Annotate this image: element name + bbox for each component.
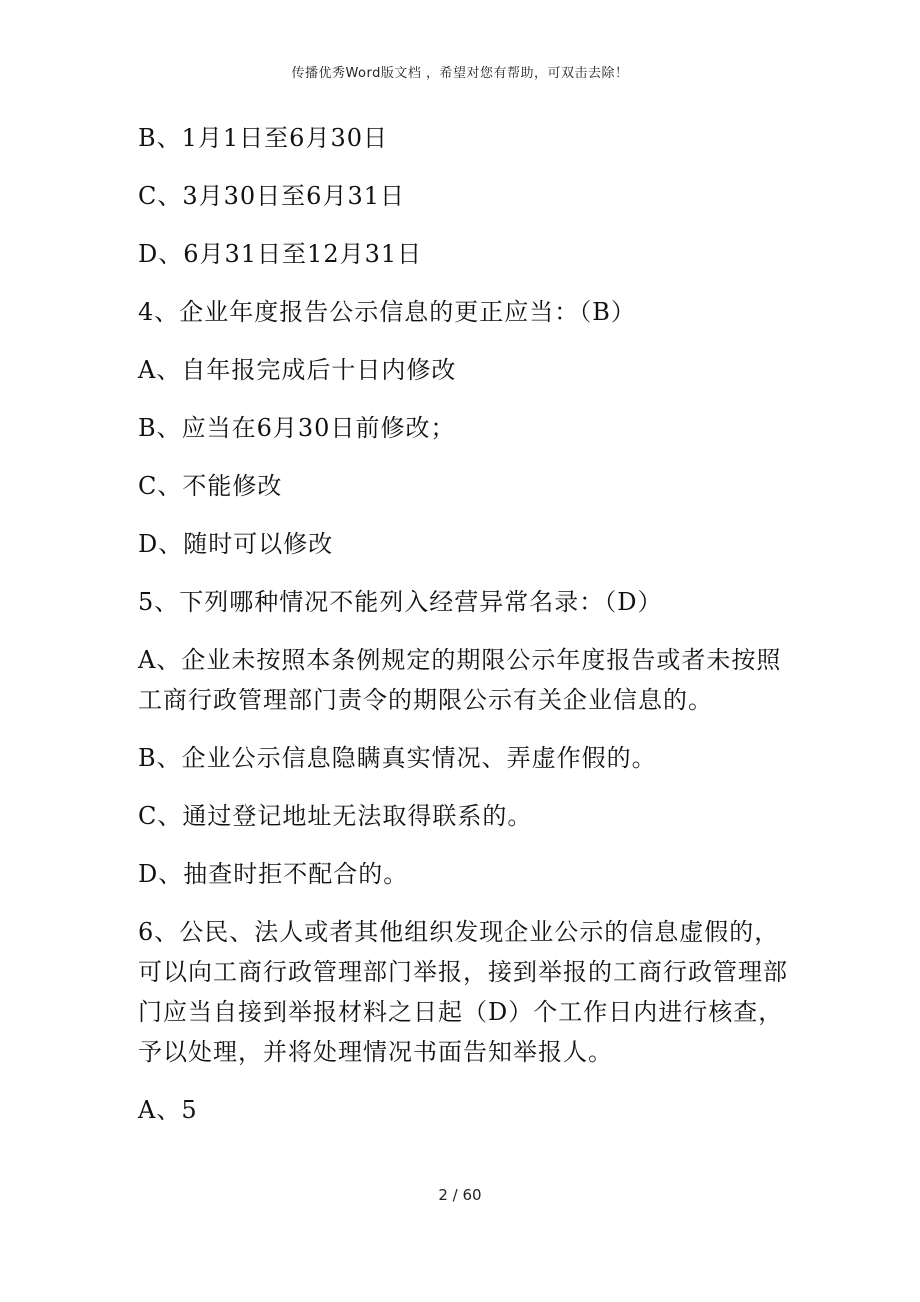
document-body — [138, 118, 788, 1148]
page-header: 传播优秀Word版文档 ，希望对您有帮助，可双击去除！ — [291, 66, 629, 81]
q5-option-b — [138, 738, 788, 778]
q5-option-d — [138, 854, 788, 894]
text-line: B、1月1日至6月30日 — [138, 124, 388, 152]
text-line: 可以向工商行政管理部门举报，接到举报的工商行政管理部 — [138, 958, 788, 986]
question-4 — [138, 292, 788, 332]
option-c-dates — [138, 176, 788, 216]
text-line: B、企业公示信息隐瞒真实情况、弄虚作假的。 — [138, 744, 657, 772]
question-6 — [138, 912, 788, 1072]
question-5 — [138, 582, 788, 622]
text-line: D、抽查时拒不配合的。 — [138, 860, 409, 888]
text-line: 6、公民、法人或者其他组织发现企业公示的信息虚假的， — [138, 918, 780, 946]
text-line: A、5 — [138, 1096, 198, 1124]
option-d-dates — [138, 234, 788, 274]
text-line: D、随时可以修改 — [138, 530, 334, 558]
text-line: 予以处理，并将处理情况书面告知举报人。 — [138, 1038, 613, 1066]
page-number: 2 / 60 — [438, 1186, 482, 1204]
text-line: C、通过登记地址无法取得联系的。 — [138, 802, 533, 830]
q4-option-d — [138, 524, 788, 564]
q5-option-c — [138, 796, 788, 836]
text-line: 门应当自接到举报材料之日起（D）个工作日内进行核查， — [138, 998, 784, 1026]
q5-option-a — [138, 640, 788, 720]
q6-option-a — [138, 1090, 788, 1130]
text-line: 5、下列哪种情况不能列入经营异常名录：（D） — [138, 588, 663, 616]
text-line: C、3月30日至6月31日 — [138, 182, 405, 210]
option-b-dates — [138, 118, 788, 158]
q4-option-a — [138, 350, 788, 390]
text-line: D、6月31日至12月31日 — [138, 240, 423, 268]
text-line: A、企业未按照本条例规定的期限公示年度报告或者未按照 — [138, 646, 782, 674]
text-line: 工商行政管理部门责令的期限公示有关企业信息的。 — [138, 686, 713, 714]
q4-option-b — [138, 408, 788, 448]
text-line: B、应当在6月30日前修改； — [138, 414, 456, 442]
text-line: A、自年报完成后十日内修改 — [138, 356, 457, 384]
text-line: C、不能修改 — [138, 472, 283, 500]
q4-option-c — [138, 466, 788, 506]
text-line: 4、企业年度报告公示信息的更正应当：（B） — [138, 298, 636, 326]
